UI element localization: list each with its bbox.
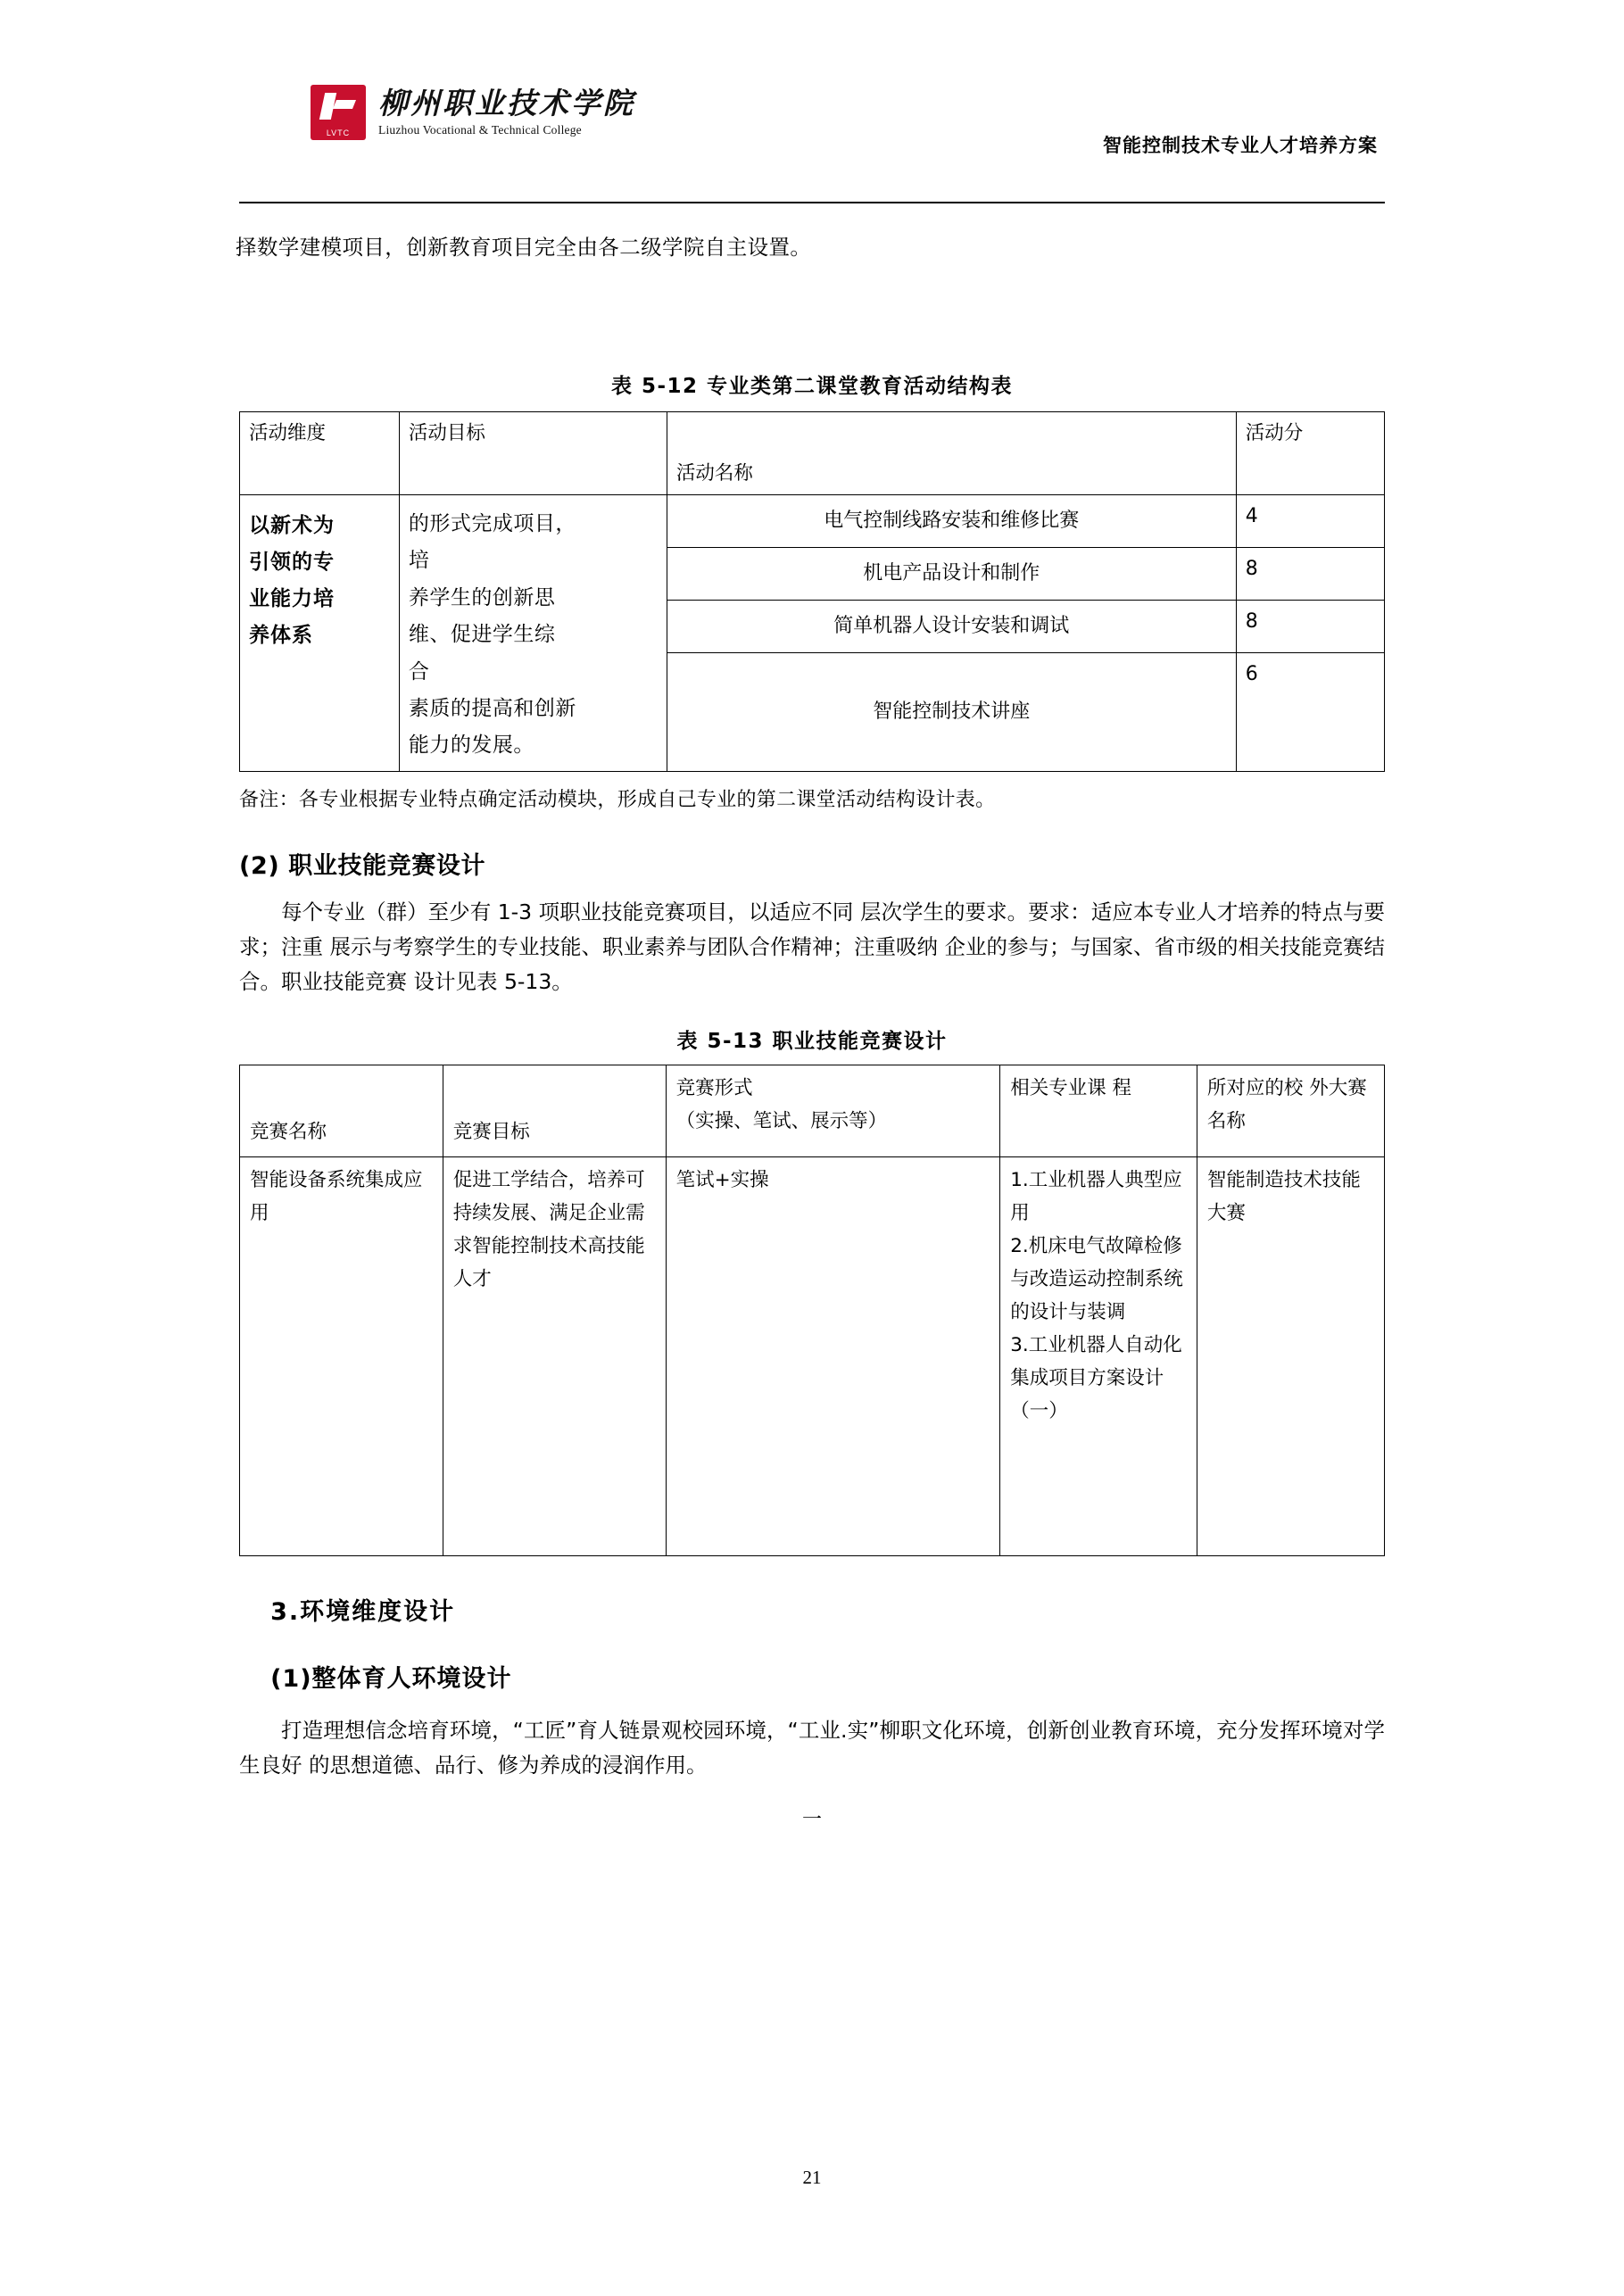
document-title: 智能控制技术专业人才培养方案 — [1103, 135, 1378, 156]
cell-activity-name: 简单机器人设计安装和调试 — [667, 601, 1236, 653]
table-row — [240, 1157, 1385, 1556]
section-3-1-title: (1)整体育人环境设计 — [270, 1665, 512, 1694]
cell-activity-name: 智能控制技术讲座 — [667, 653, 1236, 772]
cell-goal: 的形式完成项目， 培 养学生的创新思 维、促进学生综 合 素质的提高和创新 能力的发展。 — [399, 495, 667, 772]
cell-competition-goal: 促进工学结合，培养可持续发展、满足企业需求智能控制技术高技能人才 — [443, 1157, 666, 1556]
page-number: 21 — [802, 2167, 822, 2188]
cell-dimension: 以新术为 引领的专 业能力培 养体系 — [240, 495, 400, 772]
logo-english-name: Liuzhou Vocational & Technical College — [378, 123, 582, 137]
header-competition-form — [666, 1065, 1000, 1157]
footer-separator: 一 — [801, 1808, 822, 1831]
cell-activity-name: 机电产品设计和制作 — [667, 548, 1236, 601]
table-512-caption: 表 5-12 专业类第二课堂教育活动结构表 — [610, 375, 1014, 399]
header-score: 活动分 — [1236, 412, 1384, 495]
cell-activity-score: 8 — [1236, 601, 1384, 653]
intro-paragraph: 择数学建模项目，创新教育项目完全由各二级学院自主设置。 — [236, 235, 812, 260]
cell-outside-competition: 智能制造技术技能大赛 — [1197, 1157, 1384, 1556]
header-related-courses: 相关专业课 程 — [1000, 1065, 1197, 1157]
cell-activity-score: 4 — [1236, 495, 1384, 548]
section-2-title: (2) 职业技能竞赛设计 — [239, 852, 486, 881]
table-513 — [239, 1065, 1385, 1556]
cell-activity-score: 8 — [1236, 548, 1384, 601]
page-content — [236, 211, 1385, 1832]
section-3-paragraph: 打造理想信念培育环境，“工匠”育人链景观校园环境，“工业.实”柳职文化环境，创新创业教育环境，充分发挥环境对学生良好 的思想道德、品行、修为养成的浸润作用。 — [239, 1718, 1385, 1778]
section-3-title: 3.环境维度设计 — [270, 1598, 456, 1627]
cell-activity-score: 6 — [1236, 653, 1384, 772]
header-activity-name: 活动名称 — [667, 412, 1236, 495]
table-row — [240, 1065, 1385, 1157]
lvtc-logo-icon — [311, 85, 366, 140]
header-form-line1: 竞赛形式 — [675, 1077, 753, 1100]
cell-competition-name: 智能设备系统集成应用 — [240, 1157, 443, 1556]
logo-abbr: LVTC — [326, 128, 351, 137]
table-513-caption: 表 5-13 职业技能竞赛设计 — [676, 1030, 948, 1054]
header-competition-goal: 竞赛目标 — [443, 1065, 666, 1157]
header-goal: 活动目标 — [399, 412, 667, 495]
logo-text-block — [378, 87, 635, 137]
page-header — [239, 85, 1385, 174]
header-competition-name: 竞赛名称 — [240, 1065, 443, 1157]
college-logo — [311, 85, 635, 140]
logo-chinese-name: 柳州职业技术学院 — [378, 85, 635, 120]
section-2-paragraph: 每个专业（群）至少有 1-3 项职业技能竞赛项目，以适应不同 层次学生的要求。要求：适应本专业人才培养的特点与要求；注重 展示与考察学生的专业技能、职业素养与团队合作精神；注重吸纳 企业的参与；与国家、省市级的相关技能竞赛结合。职业技能竞赛 设计见表 5-13。 — [239, 899, 1385, 995]
table-row — [240, 412, 1385, 495]
table-row — [240, 495, 1385, 548]
cell-activity-name: 电气控制线路安装和维修比赛 — [667, 495, 1236, 548]
table-512 — [239, 411, 1385, 772]
header-form-line2: （实操、笔试、展示等） — [675, 1110, 888, 1133]
table-512-note: 备注：各专业根据专业特点确定活动模块，形成自己专业的第二课堂活动结构设计表。 — [239, 789, 996, 812]
header-divider — [239, 202, 1385, 203]
header-outside-competition: 所对应的校 外大赛名称 — [1197, 1065, 1384, 1157]
cell-competition-form: 笔试+实操 — [666, 1157, 1000, 1556]
cell-related-courses: 1.工业机器人典型应用 2.机床电气故障检修与改造运动控制系统的设计与装调 3.工业机器人自动化集成项目方案设计 （一） — [1000, 1157, 1197, 1556]
header-dimension: 活动维度 — [240, 412, 400, 495]
